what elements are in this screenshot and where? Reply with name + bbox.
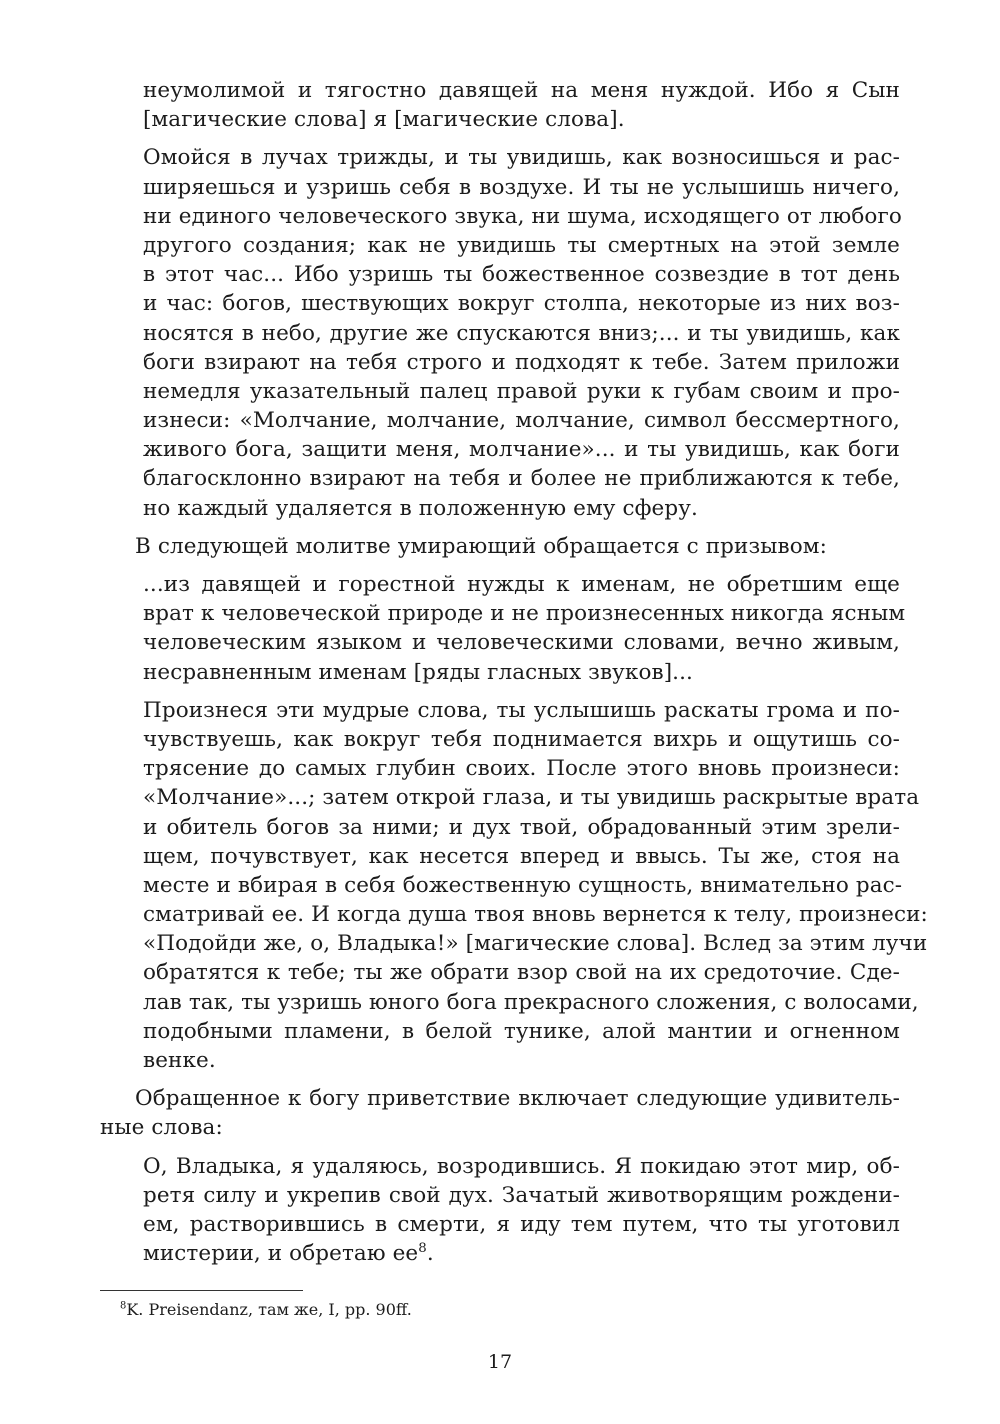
text-line: [143, 1239, 900, 1268]
text-line: месте и вбирая в себя божественную сущность, внимательно рас-: [143, 872, 903, 898]
quote-block-2: [143, 143, 900, 522]
text-line: ные слова:: [100, 1115, 223, 1141]
quote-block-5: [143, 1152, 900, 1269]
quote-block-4: [143, 696, 928, 1075]
text-line: подобными пламени, в белой тунике, алой мантии и огненном: [143, 1018, 900, 1044]
text-line: обратятся к тебе; ты же обрати взор свой на их средоточие. Сде-: [143, 960, 900, 986]
text-line: и обитель богов за ними; и дух твой, обрадованный этим зрели-: [143, 814, 900, 840]
text-line: ...из давящей и горестной нужды к именам, не обретшим еще: [143, 572, 900, 597]
text-span: мистерии, и обретаю ее: [143, 1241, 419, 1267]
quote-block-1: [143, 76, 900, 134]
text-line: сматривай ее. И когда душа твоя вновь вернется к телу, произнеси:: [143, 902, 928, 928]
text-line: благосклонно взирают на тебя и более не приближаются к тебе,: [143, 466, 900, 492]
text-line: человеческим языком и человеческими словами, вечно живым,: [143, 630, 900, 656]
text-line: живого бога, защити меня, молчание»... и ты увидишь, как боги: [143, 437, 900, 463]
text-line: немедля указательный палец правой руки к губам своим и про-: [143, 378, 900, 404]
text-line: В следующей молитве умирающий обращается с призывом:: [135, 533, 827, 559]
text-line: врат к человеческой природе и не произнесенных никогда ясным: [143, 601, 906, 627]
text-line: чувствуешь, как вокруг тебя поднимается вихрь и ощутишь со-: [143, 726, 900, 752]
page-number: 17: [487, 1351, 513, 1373]
text-line: лав так, ты узришь юного бога прекрасного сложения, с волосами,: [143, 989, 919, 1015]
page-body: [100, 76, 928, 1268]
text-line: ширяешься и узришь себя в воздухе. И ты не услышишь ничего,: [143, 174, 900, 200]
text-line: и час: богов, шествующих вокруг столпа, некоторые из них воз-: [143, 291, 900, 317]
text-line: в этот час... Ибо узришь ты божественное созвездие в тот день: [143, 262, 900, 288]
text-line: но каждый удаляется в положенную ему сферу.: [143, 495, 698, 521]
text-line: трясение до самых глубин своих. После этого вновь произнеси:: [143, 756, 900, 782]
footnote-reference[interactable]: 8: [418, 1240, 427, 1256]
text-line: О, Владыка, я удаляюсь, возродившись. Я покидаю этот мир, об-: [143, 1153, 900, 1179]
text-line: ем, растворившись в смерти, я иду тем путем, что ты уготовил: [143, 1211, 900, 1237]
text-line: [магические слова] я [магические слова].: [143, 107, 625, 133]
period: .: [426, 1241, 434, 1267]
text-line: несравненным именам [ряды гласных звуков]...: [143, 659, 693, 685]
text-line: ни единого человеческого звука, ни шума, исходящего от любого: [143, 203, 902, 229]
text-line: венке.: [143, 1048, 216, 1073]
footnote-text: K. Preisendanz, там же, I, pp. 90ff.: [126, 1300, 412, 1319]
footnote-marker: 8: [120, 1300, 127, 1312]
quote-block-3: [143, 570, 906, 687]
text-line: Омойся в лучах трижды, и ты увидишь, как возносишься и рас-: [143, 145, 900, 171]
text-line: боги взирают на тебя строго и подходят к тебе. Затем приложи: [143, 349, 900, 375]
text-line: «Молчание»...; затем открой глаза, и ты увидишь раскрытые врата: [143, 785, 920, 811]
body-paragraph-2: [100, 1084, 900, 1142]
footnote: [120, 1300, 412, 1320]
text-line: «Подойди же, о, Владыка!» [магические слова]. Вслед за этим лучи: [143, 931, 928, 957]
text-line: другого создания; как не увидишь ты смертных на этой земле: [143, 232, 900, 258]
text-line: неумолимой и тягостно давящей на меня нуждой. Ибо я Сын: [143, 78, 900, 103]
text-line: Произнеся эти мудрые слова, ты услышишь раскаты грома и по-: [143, 697, 900, 723]
text-line: носятся в небо, другие же спускаются вниз;... и ты увидишь, как: [143, 320, 900, 346]
footnote-divider: [100, 1290, 303, 1291]
text-line: щем, почувствует, как несется вперед и ввысь. Ты же, стоя на: [143, 843, 900, 869]
text-line: ретя силу и укрепив свой дух. Зачатый животворящим рождени-: [143, 1182, 900, 1208]
text-line: Обращенное к богу приветствие включает следующие удивитель-: [135, 1086, 900, 1112]
body-paragraph-1: [100, 532, 900, 561]
text-line: изнеси: «Молчание, молчание, молчание, символ бессмертного,: [143, 408, 900, 434]
